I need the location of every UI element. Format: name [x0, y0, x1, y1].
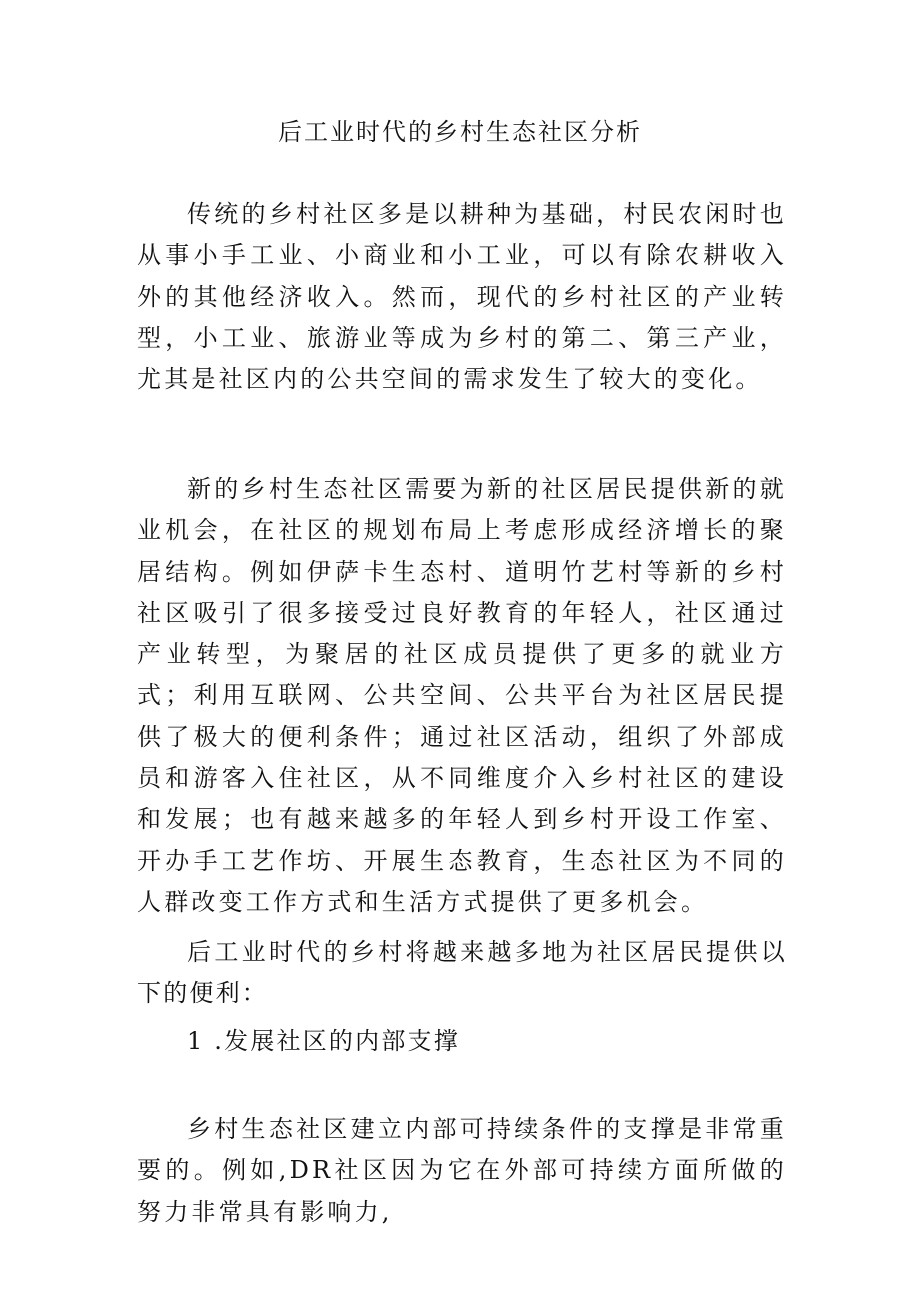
paragraph-traditional-communities: 传统的乡村社区多是以耕种为基础，村民农闲时也从事小手工业、小商业和小工业，可以有除农耕收入外的其他经济收入。然而，现代的乡村社区的产业转型，小工业、旅游业等成为乡村的第二、第三产业，尤其是社区内的公共空间的需求发生了较大的变化。	[137, 200, 787, 394]
paragraph-benefits-intro: 后工业时代的乡村将越来越多地为社区居民提供以下的便利：	[137, 938, 787, 1008]
section-heading-internal-support: 1 .发展社区的内部支撑	[187, 1027, 460, 1055]
paragraph-new-eco-communities: 新的乡村生态社区需要为新的社区居民提供新的就业机会，在社区的规划布局上考虑形成经济增长的聚居结构。例如伊萨卡生态村、道明竹艺村等新的乡村社区吸引了很多接受过良好教育的年轻人，社区通过产业转型，为聚居的社区成员提供了更多的就业方式；利用互联网、公共空间、公共平台为社区居民提供了极大的便利条件；通过社区活动，组织了外部成员和游客入住社区，从不同维度介入乡村社区的建设和发展；也有越来越多的年轻人到乡村开设工作室、开办手工艺作坊、开展生态教育，生态社区为不同的人群改变工作方式和生活方式提供了更多机会。	[137, 475, 787, 916]
document-title: 后工业时代的乡村生态社区分析	[278, 118, 642, 146]
paragraph-internal-support: 乡村生态社区建立内部可持续条件的支撑是非常重要的。例如,DR社区因为它在外部可持续方面所做的努力非常具有影响力,	[137, 1115, 787, 1226]
